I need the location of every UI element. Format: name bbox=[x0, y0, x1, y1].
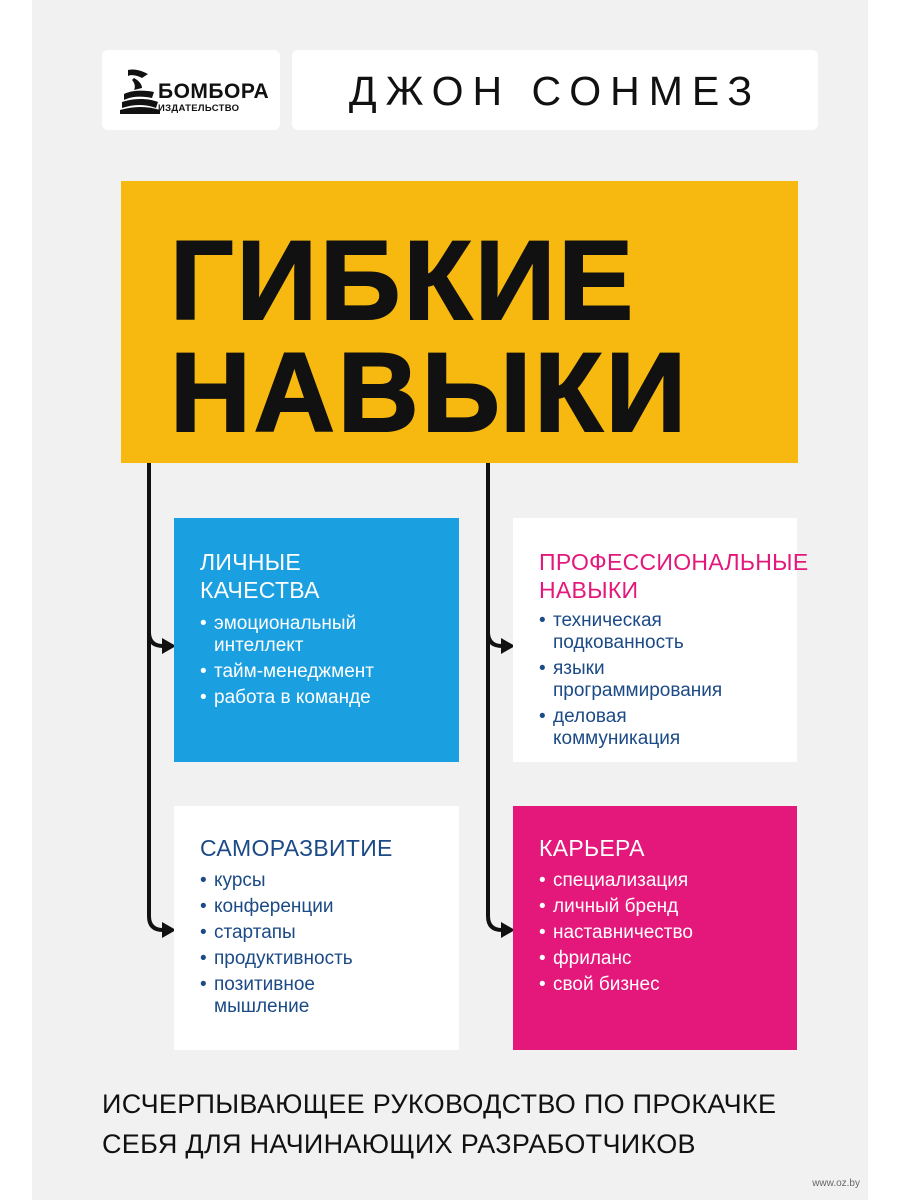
list-item: • продуктивность bbox=[200, 948, 353, 970]
list-item: • тайм-менеджмент bbox=[200, 661, 374, 683]
title-line-1: ГИБКИЕ bbox=[170, 218, 637, 343]
selfdev-heading: САМОРАЗВИТИЕ bbox=[200, 835, 393, 861]
section-professional bbox=[513, 518, 809, 762]
list-item: • фриланс bbox=[539, 948, 693, 970]
personal-heading-2: КАЧЕСТВА bbox=[200, 577, 320, 603]
list-item: • техническая подкованность bbox=[539, 610, 722, 654]
professional-heading-2: НАВЫКИ bbox=[539, 577, 639, 603]
list-item: • личный бренд bbox=[539, 896, 693, 918]
publisher-subtitle: ИЗДАТЕЛЬСТВО bbox=[158, 103, 240, 114]
professional-list bbox=[539, 610, 722, 754]
section-selfdev bbox=[174, 806, 459, 1050]
list-item: • языки программирования bbox=[539, 658, 722, 702]
list-item: • конференции bbox=[200, 896, 353, 918]
list-item: • деловая коммуникация bbox=[539, 706, 722, 750]
selfdev-list bbox=[200, 870, 353, 1022]
personal-heading-1: ЛИЧНЫЕ bbox=[200, 549, 302, 575]
career-heading: КАРЬЕРА bbox=[539, 835, 645, 861]
personal-list bbox=[200, 613, 374, 713]
list-item: • позитивное мышление bbox=[200, 974, 353, 1018]
list-item: • стартапы bbox=[200, 922, 353, 944]
subtitle-line-1: ИСЧЕРПЫВАЮЩЕЕ РУКОВОДСТВО ПО ПРОКАЧКЕ bbox=[102, 1089, 777, 1119]
list-item: • эмоциональный интеллект bbox=[200, 613, 374, 657]
section-personal bbox=[174, 518, 459, 762]
professional-heading-1: ПРОФЕССИОНАЛЬНЫЕ bbox=[539, 549, 809, 575]
section-career bbox=[513, 806, 797, 1050]
bombora-logo-icon bbox=[120, 68, 160, 114]
title-line-2: НАВЫКИ bbox=[170, 330, 690, 455]
watermark: www.oz.by bbox=[812, 1178, 860, 1189]
author-name: ДЖОН СОНМЕЗ bbox=[348, 68, 762, 114]
list-item: • наставничество bbox=[539, 922, 693, 944]
book-subtitle bbox=[102, 1084, 842, 1164]
list-item: • свой бизнес bbox=[539, 974, 693, 996]
list-item: • специализация bbox=[539, 870, 693, 892]
career-list bbox=[539, 870, 693, 1000]
publisher-name: БОМБОРА bbox=[158, 80, 270, 103]
list-item: • работа в команде bbox=[200, 687, 374, 709]
subtitle-line-2: СЕБЯ ДЛЯ НАЧИНАЮЩИХ РАЗРАБОТЧИКОВ bbox=[102, 1129, 696, 1159]
list-item: • курсы bbox=[200, 870, 353, 892]
